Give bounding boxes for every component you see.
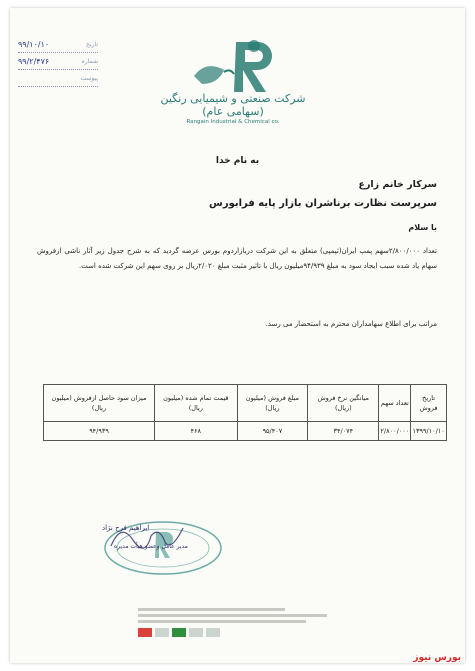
table-header-row — [44, 385, 447, 422]
letter-body: تعداد ۲/۸۰۰/۰۰۰سهم پمپ ایران(ثپمپی) متعلق به این شرکت دربازاردوم بورس عرضه گردید که به شرح جدول زیر آثار ناشی ازفروش سهام یاد شده سبب ایجاد سود به مبلغ ۹۴/۹۳۹میلیون ریال با تاثیر مثبت مبلغ ۲/۰۲۰ریال بر روی سهم این شرکت شده است. — [37, 247, 437, 270]
number-label: شماره — [81, 58, 98, 65]
letterhead-footer — [138, 605, 348, 655]
greeting: با سلام — [408, 223, 437, 232]
certification-logo-icon — [172, 628, 186, 637]
certification-logo-icon — [155, 628, 169, 637]
signature-icon — [106, 516, 196, 556]
certification-logo-icon — [189, 628, 203, 637]
rangain-logo-icon — [158, 36, 308, 96]
table-cell: ۳۴/۰۷۴ — [308, 422, 379, 441]
date-label: تاریخ — [86, 41, 98, 48]
company-logo — [158, 36, 308, 146]
table-header: میانگین نرخ فروش (ریال) — [308, 385, 379, 422]
recipient-title: سرپرست نظارت برناشران بازار پایه فرابورس — [209, 198, 437, 209]
signatory-title: مدیر عامل وعضو هیأت مدیره — [114, 543, 188, 550]
certification-logo-icon — [206, 628, 220, 637]
table-header: مبلغ فروش (میلیون ریال) — [237, 385, 308, 422]
company-name-fa: شرکت صنعتی و شیمیایی رنگین (سهامی عام) — [160, 92, 306, 118]
table-header: میزان سود حاصل ازفروش (میلیون ریال) — [44, 385, 155, 422]
signatory-name: ابراهیم فرح نژاد — [102, 524, 150, 532]
company-name-en: Rangain Industrial & Chemical co. — [186, 119, 280, 125]
letter-meta — [18, 38, 98, 89]
sale-table — [43, 384, 447, 441]
table-cell: ۹۴/۹۳۹ — [44, 422, 155, 441]
letter-page — [10, 8, 465, 663]
recipient: سرکار خانم زارع — [358, 179, 437, 190]
number-value: ۹۹/۲/۴۷۶ — [18, 57, 50, 66]
attachment-label: پیوست — [80, 75, 98, 82]
table-header: قیمت تمام شده (میلیون ریال) — [155, 385, 238, 422]
table-cell: ۴۶۸ — [155, 422, 238, 441]
source-watermark: بورس نیوز — [413, 653, 461, 663]
date-value: ۹۹/۱۰/۱۰ — [18, 40, 50, 49]
table-cell: ۹۵/۴۰۷ — [237, 422, 308, 441]
table-cell: ۱۳۹۹/۱۰/۱۰ — [411, 422, 447, 441]
letter-closing: مراتب برای اطلاع سهامداران محترم به استحضار می رسد. — [265, 320, 437, 328]
table-header: تاریخ فروش — [411, 385, 447, 422]
bismillah: به نام خدا — [215, 156, 260, 166]
certification-logo-icon — [138, 628, 152, 637]
table-header: تعداد سهم — [379, 385, 411, 422]
table-cell: ۲/۸۰۰/۰۰۰ — [379, 422, 411, 441]
table-row — [44, 422, 447, 441]
